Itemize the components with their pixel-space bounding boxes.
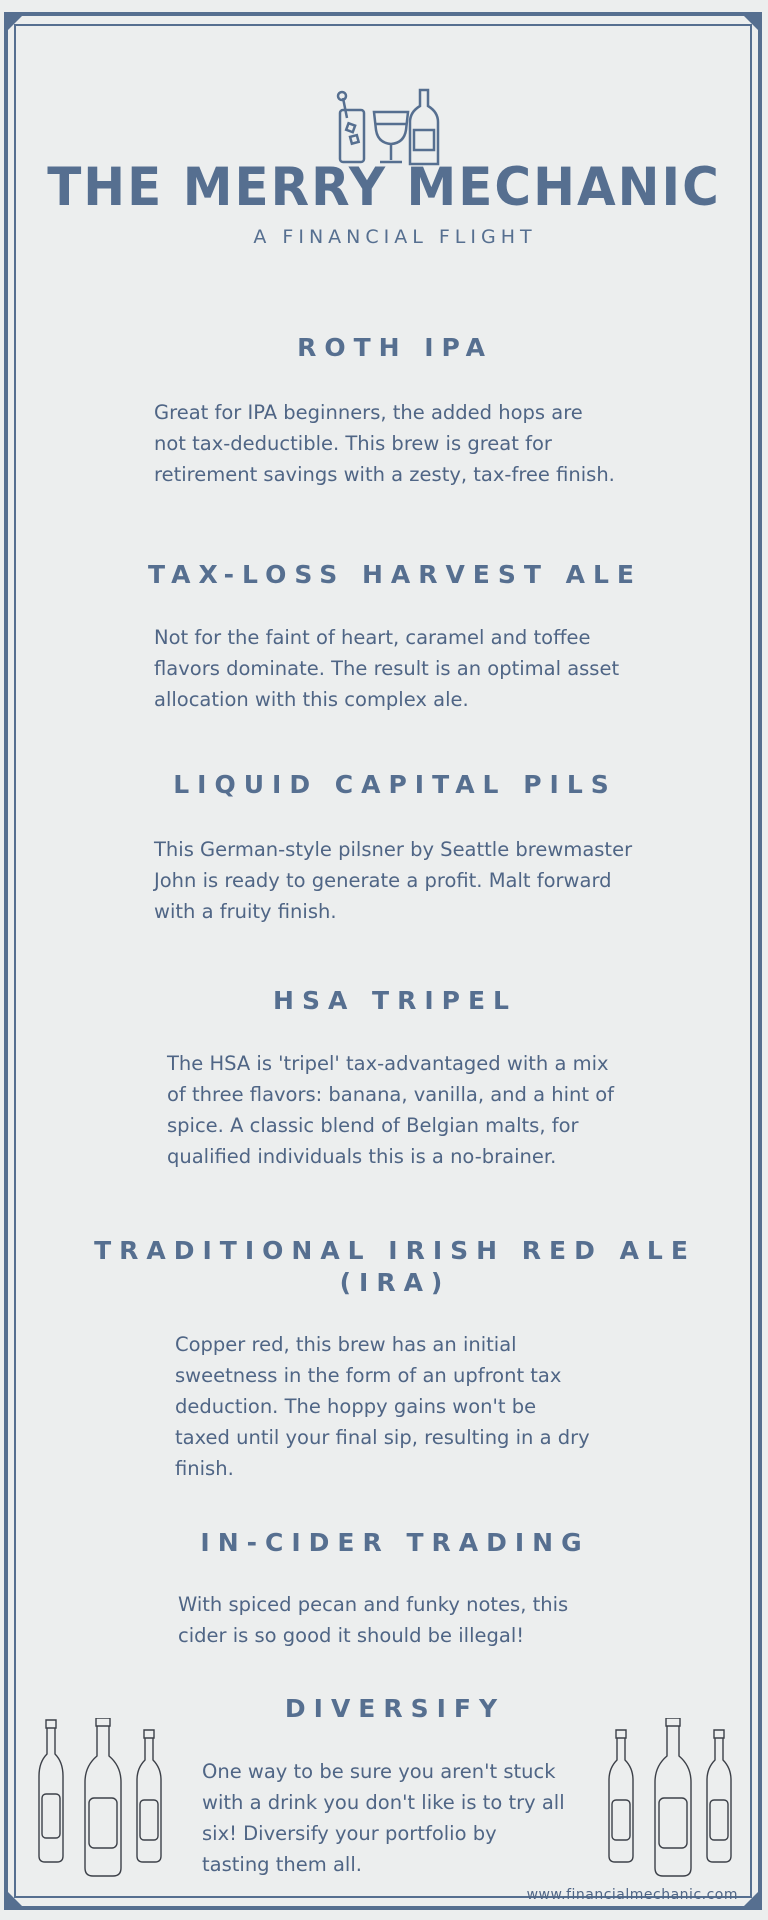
footer-url-link[interactable]: www.financialmechanic.com — [526, 1887, 738, 1903]
section-body-traditional-irish-red-ale: Copper red, this brew has an initial sweetness in the form of an upfront tax deduction. The hoppy gains won't be taxed until your final sip, resulting in a dry finish. — [175, 1333, 590, 1480]
section-heading-roth-ipa: ROTH IPA — [297, 333, 493, 362]
section-body-diversify: One way to be sure you aren't stuck with a drink you don't like is to try all six! Diversify your portfolio by tasting them all. — [202, 1760, 565, 1876]
section-heading-in-cider-trading: IN-CIDER TRADING — [200, 1528, 590, 1557]
section-body-in-cider-trading: With spiced pecan and funky notes, this cider is so good it should be illegal! — [178, 1593, 569, 1647]
corner-ornament-bottom-right — [740, 1888, 762, 1910]
page-title: THE MERRY MECHANIC — [47, 156, 721, 218]
wine-glass-icon — [374, 112, 408, 162]
section-heading-traditional-irish-red-ale: TRADITIONAL IRISH RED ALE (IRA) — [94, 1236, 696, 1297]
corner-ornament-top-left — [4, 12, 26, 34]
section-heading-tax-loss-harvest-ale: TAX-LOSS HARVEST ALE — [147, 560, 643, 589]
beer-bottles-left-illustration — [36, 1718, 172, 1878]
page-subtitle: A FINANCIAL FLIGHT — [253, 226, 537, 248]
cocktail-glass-icon — [338, 92, 364, 162]
section-body-roth-ipa: Great for IPA beginners, the added hops are not tax-deductible. This brew is great for retirement savings with a zesty, tax-free finish. — [154, 401, 615, 486]
section-body-liquid-capital-pils: This German-style pilsner by Seattle brewmaster John is ready to generate a profit. Malt forward with a fruity finish. — [154, 838, 633, 923]
section-heading-hsa-tripel: HSA TRIPEL — [273, 986, 517, 1015]
beer-bottles-right-illustration — [606, 1718, 742, 1878]
section-body-hsa-tripel: The HSA is 'tripel' tax-advantaged with a mix of three flavors: banana, vanilla, and a hint of spice. A classic blend of Belgian malts, for qualified individuals this is a no-brainer. — [167, 1052, 615, 1168]
section-heading-liquid-capital-pils: LIQUID CAPITAL PILS — [173, 770, 617, 799]
corner-ornament-top-right — [740, 12, 762, 34]
corner-ornament-bottom-left — [4, 1888, 26, 1910]
bottle-icon — [410, 90, 438, 164]
section-body-tax-loss-harvest-ale: Not for the faint of heart, caramel and toffee flavors dominate. The result is an optimal asset allocation with this complex ale. — [154, 626, 620, 711]
section-heading-diversify: DIVERSIFY — [284, 1694, 506, 1723]
